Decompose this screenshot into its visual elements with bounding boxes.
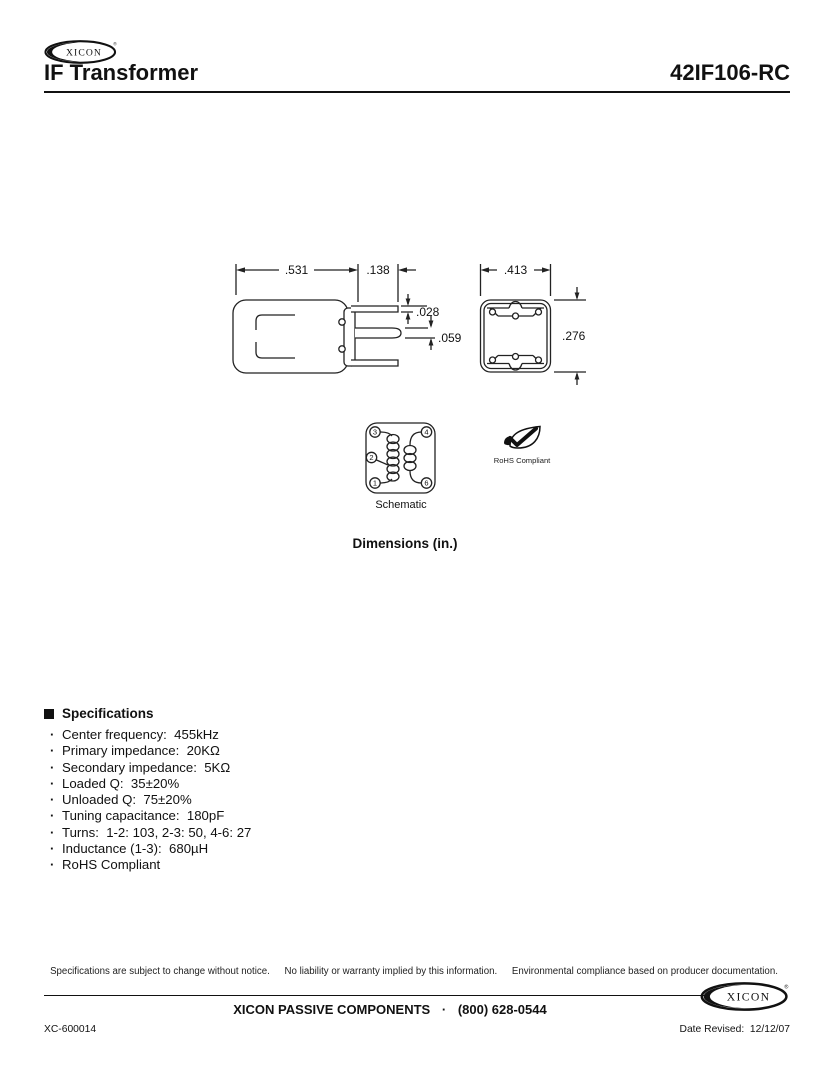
specifications-heading <box>44 706 154 721</box>
side-view-drawing <box>233 263 462 373</box>
spec-item: · RoHS Compliant <box>44 857 251 873</box>
disclaimer-sentence: No liability or warranty implied by this information. <box>284 966 498 977</box>
footer-phone: (800) 628-0544 <box>457 1002 547 1017</box>
pin-1-label: 1 <box>372 478 378 488</box>
schematic-diagram <box>358 413 444 503</box>
dim-pin-thickness: .028 <box>416 305 440 319</box>
specifications-heading-label: Specifications <box>62 706 154 721</box>
rohs-leaf-icon <box>500 424 544 454</box>
spec-item: · Turns: 1-2: 103, 2-3: 50, 4-6: 27 <box>44 825 251 841</box>
dim-pin-length: .138 <box>366 263 390 277</box>
rohs-compliant-label: RoHS Compliant <box>493 456 551 465</box>
spec-item: · Secondary impedance: 5KΩ <box>44 760 251 776</box>
dim-base-depth: .276 <box>562 329 586 343</box>
header-rule <box>44 91 790 93</box>
footer-rule <box>44 995 706 996</box>
disclaimer-sentence: Environmental compliance based on producer documentation. <box>511 966 778 977</box>
primary-coil <box>387 435 399 482</box>
logo-wordmark: XICON <box>65 47 102 59</box>
section-square-bullet <box>44 709 54 719</box>
registered-mark: ® <box>113 41 117 47</box>
pin-6-label: 6 <box>424 478 429 488</box>
secondary-coil <box>404 446 416 471</box>
part-number: 42IF106-RC <box>670 60 790 85</box>
dim-center-pin: .059 <box>438 331 462 345</box>
spec-item: · Primary impedance: 20KΩ <box>44 743 251 759</box>
dimension-drawing <box>225 252 605 397</box>
spec-item: · Center frequency: 455kHz <box>44 727 251 743</box>
footer-registered-mark: ® <box>784 984 789 991</box>
page-title: IF Transformer <box>44 60 199 85</box>
dim-base-width: .413 <box>503 263 528 277</box>
pin-3-label: 3 <box>372 427 378 437</box>
specifications-list <box>44 727 251 874</box>
pin-4-label: 4 <box>424 427 429 437</box>
disclaimer <box>0 966 828 977</box>
dimensions-caption: Dimensions (in.) <box>352 536 458 551</box>
spec-item: · Tuning capacitance: 180pF <box>44 808 251 824</box>
document-number: XC-600014 <box>44 1024 97 1035</box>
disclaimer-sentence: Specifications are subject to change without notice. <box>50 966 270 977</box>
pin-2-label: 2 <box>369 453 374 463</box>
spec-item: · Inductance (1-3): 680µH <box>44 841 251 857</box>
bottom-view-drawing <box>481 263 587 385</box>
footer-separator: · <box>441 1002 447 1017</box>
date-revised: Date Revised: 12/12/07 <box>679 1024 790 1035</box>
schematic-caption: Schematic <box>375 499 427 511</box>
footer-company: XICON PASSIVE COMPONENTS <box>233 1002 431 1017</box>
spec-item: · Unloaded Q: 75±20% <box>44 792 251 808</box>
footer-company-line <box>0 1002 780 1017</box>
dim-body-width: .531 <box>284 263 309 277</box>
spec-item: · Loaded Q: 35±20% <box>44 776 251 792</box>
footer-logo-wordmark: XICON <box>726 990 771 1004</box>
